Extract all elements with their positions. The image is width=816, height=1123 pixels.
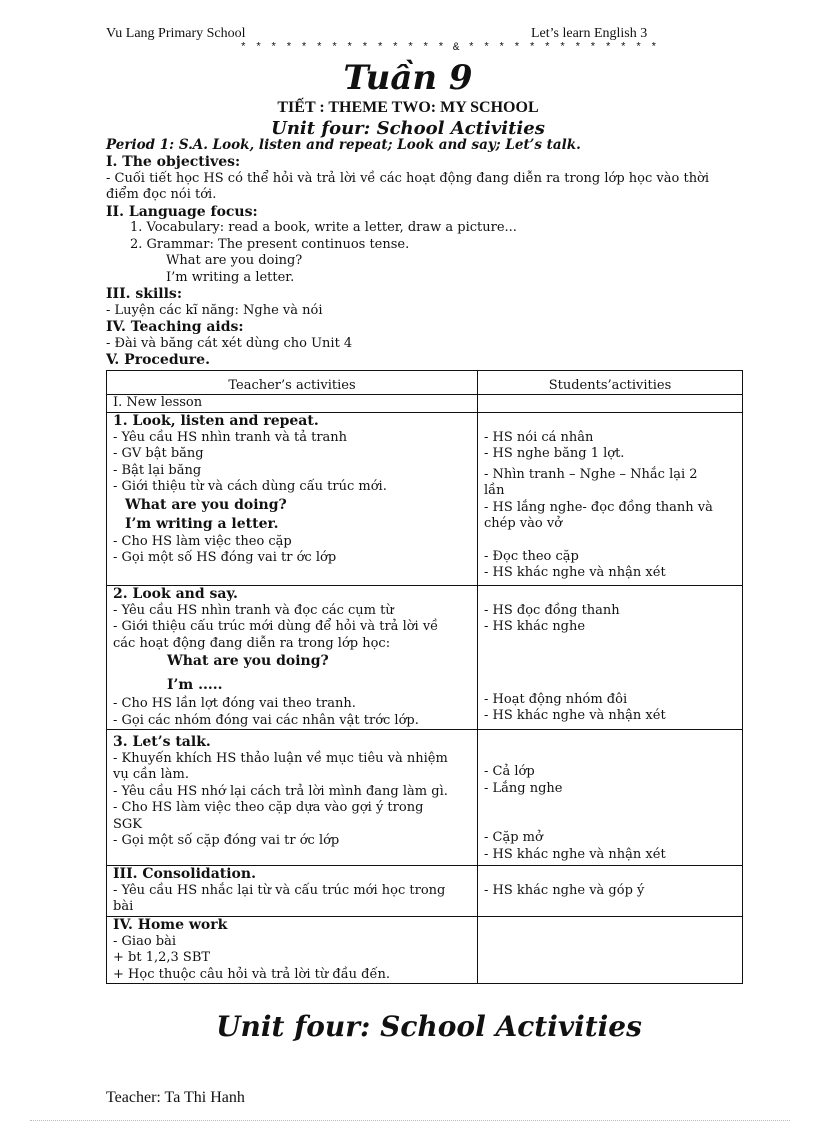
list-item: - Yêu cầu HS nhìn tranh và tả tranh	[113, 429, 348, 445]
list-item: - Cặp mở	[484, 830, 543, 845]
list-item: các hoạt động đang diễn ra trong lớp học:	[113, 635, 391, 651]
objectives-text-cont: điểm đọc nói tới.	[106, 187, 217, 202]
week-title: Tuần 9	[343, 58, 473, 98]
list-item: vụ cần làm.	[113, 767, 189, 782]
list-item: - Nhìn tranh – Nghe – Nhắc lại 2	[484, 466, 698, 482]
list-item: - HS khác nghe và nhận xét	[484, 846, 666, 862]
list-item: - Giao bài	[113, 933, 177, 949]
list-item: lần	[484, 483, 505, 498]
list-item: - Hoạt động nhóm đôi	[484, 691, 628, 707]
list-item: - HS nói cá nhân	[484, 429, 594, 445]
list-item: - Bật lại băng	[113, 462, 202, 478]
list-item: - GV bật băng	[113, 446, 204, 461]
aids-heading: IV. Teaching aids:	[106, 319, 244, 335]
procedure-heading: V. Procedure.	[106, 352, 210, 368]
intro-sections	[106, 154, 756, 369]
lesson-theme: TIẾT : THEME TWO: MY SCHOOL	[277, 99, 539, 116]
list-item: - Lắng nghe	[484, 780, 563, 796]
homework-title: IV. Home work	[113, 917, 228, 933]
look-say-teacher-cell	[107, 586, 478, 730]
example-question: What are you doing?	[125, 496, 287, 513]
empty-cell	[478, 917, 743, 984]
list-item: + Học thuộc câu hỏi và trả lời từ đầu đến.	[113, 966, 391, 982]
language-example-question: What are you doing?	[166, 253, 303, 268]
objectives-heading: I. The objectives:	[106, 154, 241, 170]
school-name: Vu Lang Primary School	[106, 26, 246, 41]
look-say-title: 2. Look and say.	[113, 586, 238, 602]
new-lesson-cell: I. New lesson	[107, 395, 478, 413]
header-star-divider: * * * * * * * * * * * * * * & * * * * * * * * * * * * *	[240, 42, 659, 54]
aids-text: - Đài và băng cát xét dùng cho Unit 4	[106, 335, 353, 351]
list-item: + bt 1,2,3 SBT	[113, 950, 211, 965]
table-row	[107, 917, 743, 984]
students-column-header: Students’activities	[478, 371, 743, 395]
period-title: Period 1: S.A. Look, listen and repeat; Look and say; Let’s talk.	[106, 137, 581, 153]
teacher-column-header: Teacher’s activities	[107, 371, 478, 395]
look-listen-title: 1. Look, listen and repeat.	[113, 413, 319, 429]
list-item: SGK	[113, 816, 143, 832]
look-say-students-cell	[478, 586, 743, 730]
list-item: - HS khác nghe và nhận xét	[484, 708, 666, 723]
skills-heading: III. skills:	[106, 286, 182, 302]
list-item: - Cả lớp	[484, 764, 535, 779]
list-item: chép vào vở	[484, 516, 563, 531]
example-answer: I’m writing a letter.	[125, 515, 279, 532]
language-vocabulary: 1. Vocabulary: read a book, write a letter, draw a picture...	[130, 220, 517, 235]
list-item: - Cho HS lần lợt đóng vai theo tranh.	[113, 696, 356, 711]
list-item: - Gọi các nhóm đóng vai các nhân vật trớc lớp.	[113, 712, 419, 728]
list-item: - Yêu cầu HS nhìn tranh và đọc các cụm từ	[113, 602, 394, 618]
list-item: - Yêu cầu HS nhắc lại từ và cấu trúc mới học trong	[113, 882, 446, 898]
unit-banner: Unit four: School Activities	[216, 1010, 642, 1043]
lets-talk-title: 3. Let’s talk.	[113, 734, 211, 750]
language-example-answer: I’m writing a letter.	[166, 269, 295, 285]
list-item: - Khuyến khích HS thảo luận về mục tiêu và nhiệm	[113, 750, 448, 766]
list-item: - Cho HS làm việc theo cặp dựa vào gợi ý trong	[113, 800, 424, 815]
book-title: Let’s learn English 3	[531, 26, 648, 41]
teacher-name: Teacher: Ta Thi Hanh	[106, 1089, 245, 1106]
table-row	[107, 413, 743, 586]
list-item: - HS khác nghe và nhận xét	[484, 565, 666, 580]
list-item: - HS lắng nghe- đọc đồng thanh và	[484, 499, 713, 515]
table-row	[107, 395, 743, 413]
example-question: What are you doing?	[167, 653, 329, 669]
table-row	[107, 586, 743, 730]
list-item: - Gọi một số HS đóng vai tr ớc lớp	[113, 550, 337, 565]
consolidation-teacher-cell	[107, 866, 478, 917]
empty-cell	[478, 395, 743, 413]
language-heading: II. Language focus:	[106, 203, 258, 220]
lets-talk-students-cell	[478, 730, 743, 866]
list-item: - Cho HS làm việc theo cặp	[113, 533, 292, 549]
consolidation-title: III. Consolidation.	[113, 866, 256, 882]
table-header-row	[107, 371, 743, 395]
list-item: - HS nghe băng 1 lợt.	[484, 446, 625, 461]
list-item: bài	[113, 899, 134, 914]
language-grammar: 2. Grammar: The present continuos tense.	[130, 236, 410, 252]
procedure-table	[106, 370, 743, 984]
list-item: - HS khác nghe	[484, 619, 586, 634]
consolidation-students-cell	[478, 866, 743, 917]
page-bottom-rule	[30, 1120, 790, 1121]
list-item: - Đọc theo cặp	[484, 548, 579, 564]
look-listen-teacher-cell	[107, 413, 478, 586]
list-item: - Gọi một số cặp đóng vai tr ớc lớp	[113, 833, 340, 848]
unit-title: Unit four: School Activities	[271, 118, 545, 139]
list-item: - HS khác nghe và góp ý	[484, 882, 645, 898]
example-answer: I’m .....	[167, 677, 223, 693]
list-item: - HS đọc đồng thanh	[484, 602, 620, 618]
look-listen-students-cell	[478, 413, 743, 586]
skills-text: - Luyện các kĩ năng: Nghe và nói	[106, 302, 323, 318]
table-row	[107, 866, 743, 917]
lets-talk-teacher-cell	[107, 730, 478, 866]
objectives-text: - Cuối tiết học HS có thể hỏi và trả lời về các hoạt động đang diễn ra trong lớp học vào thời	[106, 170, 710, 186]
table-row	[107, 730, 743, 866]
list-item: - Giới thiệu cấu trúc mới dùng để hỏi và trả lời về	[113, 619, 439, 634]
list-item: - Giới thiệu từ và cách dùng cấu trúc mới.	[113, 479, 387, 494]
homework-teacher-cell	[107, 917, 478, 984]
list-item: - Yêu cầu HS nhớ lại cách trả lời mình đang làm gì.	[113, 783, 448, 799]
